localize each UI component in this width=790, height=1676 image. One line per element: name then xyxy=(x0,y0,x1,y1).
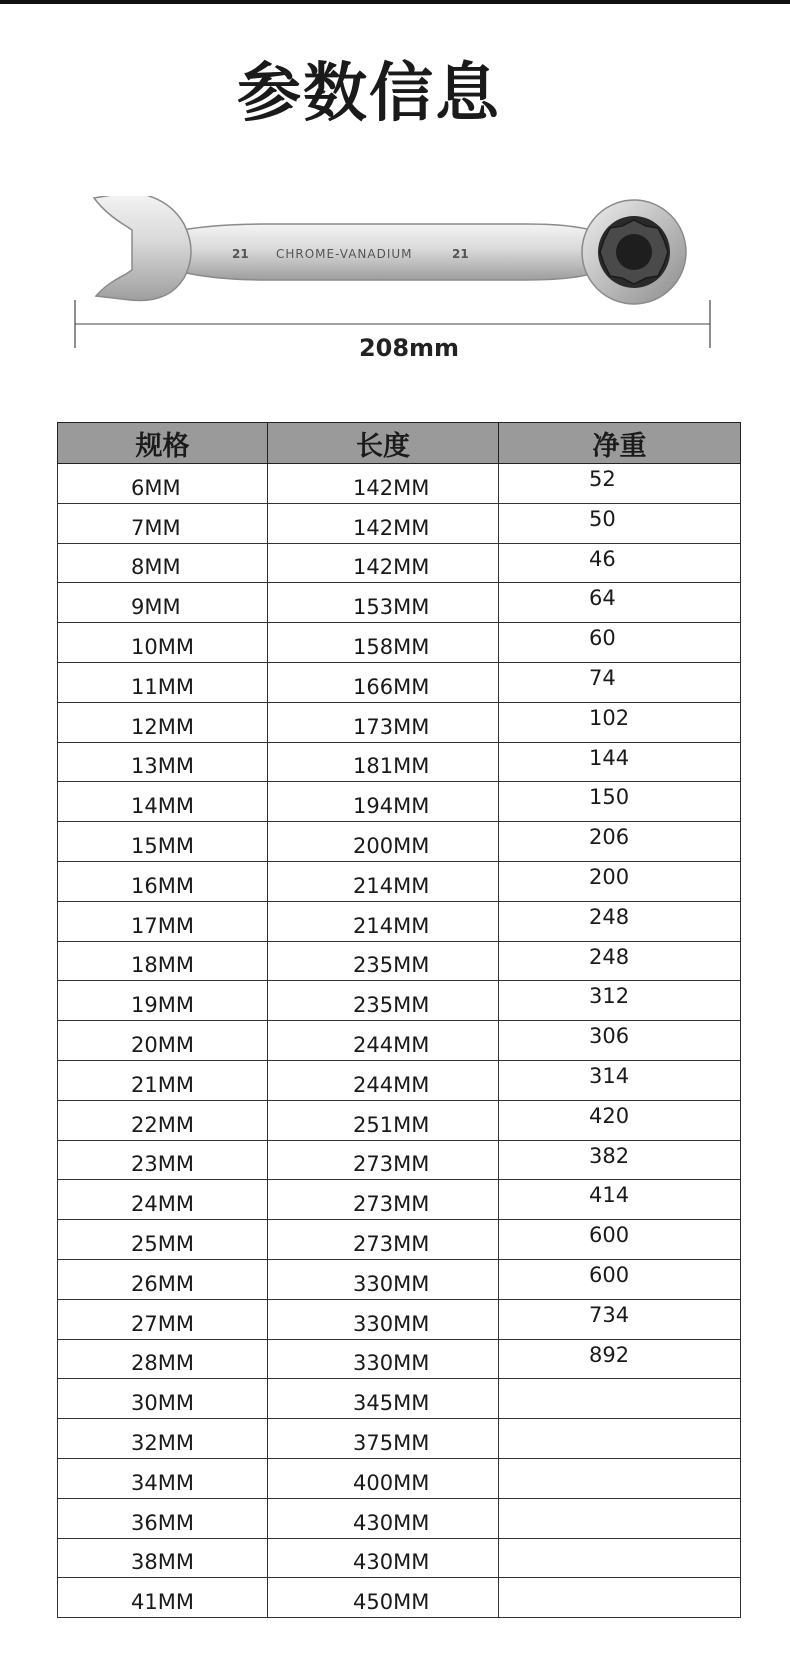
cell-weight xyxy=(499,1419,741,1459)
cell-weight: 600 xyxy=(499,1220,741,1260)
cell-length: 142MM xyxy=(268,543,499,583)
table-row xyxy=(58,782,741,822)
cell-weight: 312 xyxy=(499,981,741,1021)
header-weight: 净重 xyxy=(499,423,741,464)
cell-length: 214MM xyxy=(268,861,499,901)
cell-length: 375MM xyxy=(268,1419,499,1459)
cell-weight: 206 xyxy=(499,822,741,862)
table-row xyxy=(58,1060,741,1100)
cell-length: 158MM xyxy=(268,623,499,663)
cell-spec: 8MM xyxy=(58,543,268,583)
cell-spec: 38MM xyxy=(58,1538,268,1578)
table-row xyxy=(58,742,741,782)
table-row xyxy=(58,1259,741,1299)
cell-weight: 382 xyxy=(499,1140,741,1180)
cell-spec: 22MM xyxy=(58,1100,268,1140)
cell-weight: 102 xyxy=(499,702,741,742)
cell-weight: 64 xyxy=(499,583,741,623)
cell-length: 166MM xyxy=(268,662,499,702)
table-row xyxy=(58,662,741,702)
table-row xyxy=(58,1498,741,1538)
wrench-right-mark: 21 xyxy=(452,247,469,261)
cell-weight: 414 xyxy=(499,1180,741,1220)
table-row xyxy=(58,1299,741,1339)
cell-length: 142MM xyxy=(268,503,499,543)
cell-length: 153MM xyxy=(268,583,499,623)
table-row xyxy=(58,1140,741,1180)
cell-weight xyxy=(499,1538,741,1578)
table-row xyxy=(58,503,741,543)
table-row xyxy=(58,623,741,663)
cell-spec: 27MM xyxy=(58,1299,268,1339)
cell-spec: 20MM xyxy=(58,1021,268,1061)
cell-length: 142MM xyxy=(268,464,499,504)
cell-weight: 46 xyxy=(499,543,741,583)
cell-spec: 28MM xyxy=(58,1339,268,1379)
cell-weight: 248 xyxy=(499,901,741,941)
cell-weight xyxy=(499,1498,741,1538)
cell-length: 251MM xyxy=(268,1100,499,1140)
table-row xyxy=(58,941,741,981)
cell-weight: 420 xyxy=(499,1100,741,1140)
cell-spec: 12MM xyxy=(58,702,268,742)
table-row xyxy=(58,861,741,901)
cell-spec: 25MM xyxy=(58,1220,268,1260)
cell-weight: 306 xyxy=(499,1021,741,1061)
spec-table xyxy=(57,422,741,1618)
table-row xyxy=(58,702,741,742)
cell-length: 235MM xyxy=(268,941,499,981)
cell-weight xyxy=(499,1458,741,1498)
cell-weight: 144 xyxy=(499,742,741,782)
cell-weight xyxy=(499,1379,741,1419)
table-row xyxy=(58,981,741,1021)
table-row xyxy=(58,1379,741,1419)
cell-weight: 600 xyxy=(499,1259,741,1299)
cell-weight xyxy=(499,1578,741,1618)
cell-spec: 11MM xyxy=(58,662,268,702)
cell-spec: 26MM xyxy=(58,1259,268,1299)
table-row xyxy=(58,1180,741,1220)
cell-spec: 19MM xyxy=(58,981,268,1021)
cell-spec: 16MM xyxy=(58,861,268,901)
cell-weight: 60 xyxy=(499,623,741,663)
cell-weight: 150 xyxy=(499,782,741,822)
header-spec: 规格 xyxy=(58,423,268,464)
table-header-row xyxy=(58,423,741,464)
cell-length: 273MM xyxy=(268,1180,499,1220)
cell-spec: 9MM xyxy=(58,583,268,623)
cell-length: 430MM xyxy=(268,1498,499,1538)
table-row xyxy=(58,1339,741,1379)
cell-spec: 18MM xyxy=(58,941,268,981)
cell-length: 244MM xyxy=(268,1021,499,1061)
table-row xyxy=(58,583,741,623)
wrench-illustration xyxy=(86,196,706,306)
cell-weight: 314 xyxy=(499,1060,741,1100)
cell-weight: 200 xyxy=(499,861,741,901)
cell-length: 430MM xyxy=(268,1538,499,1578)
cell-length: 330MM xyxy=(268,1339,499,1379)
cell-weight: 248 xyxy=(499,941,741,981)
top-rule xyxy=(0,0,790,4)
cell-length: 330MM xyxy=(268,1259,499,1299)
cell-length: 200MM xyxy=(268,822,499,862)
cell-spec: 34MM xyxy=(58,1458,268,1498)
cell-weight: 74 xyxy=(499,662,741,702)
cell-spec: 10MM xyxy=(58,623,268,663)
cell-spec: 17MM xyxy=(58,901,268,941)
cell-spec: 30MM xyxy=(58,1379,268,1419)
cell-length: 214MM xyxy=(268,901,499,941)
cell-length: 345MM xyxy=(268,1379,499,1419)
wrench-left-mark: 21 xyxy=(232,247,249,261)
cell-weight: 734 xyxy=(499,1299,741,1339)
table-row xyxy=(58,1458,741,1498)
cell-length: 235MM xyxy=(268,981,499,1021)
table-row xyxy=(58,543,741,583)
table-row xyxy=(58,1419,741,1459)
cell-weight: 50 xyxy=(499,503,741,543)
cell-spec: 13MM xyxy=(58,742,268,782)
header-length: 长度 xyxy=(268,423,499,464)
table-row xyxy=(58,822,741,862)
cell-spec: 24MM xyxy=(58,1180,268,1220)
cell-length: 173MM xyxy=(268,702,499,742)
cell-length: 244MM xyxy=(268,1060,499,1100)
cell-spec: 36MM xyxy=(58,1498,268,1538)
cell-spec: 7MM xyxy=(58,503,268,543)
table-row xyxy=(58,1100,741,1140)
cell-length: 273MM xyxy=(268,1220,499,1260)
length-label: 208mm xyxy=(358,334,460,362)
table-row xyxy=(58,1220,741,1260)
cell-spec: 14MM xyxy=(58,782,268,822)
table-row xyxy=(58,1021,741,1061)
table-row xyxy=(58,1538,741,1578)
wrench-material-text: CHROME-VANADIUM xyxy=(276,247,413,261)
table-row xyxy=(58,901,741,941)
cell-spec: 32MM xyxy=(58,1419,268,1459)
wrench-image xyxy=(86,196,706,306)
table-row xyxy=(58,464,741,504)
cell-length: 400MM xyxy=(268,1458,499,1498)
page-title: 参数信息 xyxy=(237,57,501,131)
cell-length: 330MM xyxy=(268,1299,499,1339)
cell-length: 181MM xyxy=(268,742,499,782)
cell-spec: 41MM xyxy=(58,1578,268,1618)
cell-length: 450MM xyxy=(268,1578,499,1618)
cell-spec: 15MM xyxy=(58,822,268,862)
table-row xyxy=(58,1578,741,1618)
cell-spec: 21MM xyxy=(58,1060,268,1100)
cell-weight: 892 xyxy=(499,1339,741,1379)
cell-length: 273MM xyxy=(268,1140,499,1180)
cell-spec: 23MM xyxy=(58,1140,268,1180)
cell-spec: 6MM xyxy=(58,464,268,504)
cell-weight: 52 xyxy=(499,464,741,504)
cell-length: 194MM xyxy=(268,782,499,822)
